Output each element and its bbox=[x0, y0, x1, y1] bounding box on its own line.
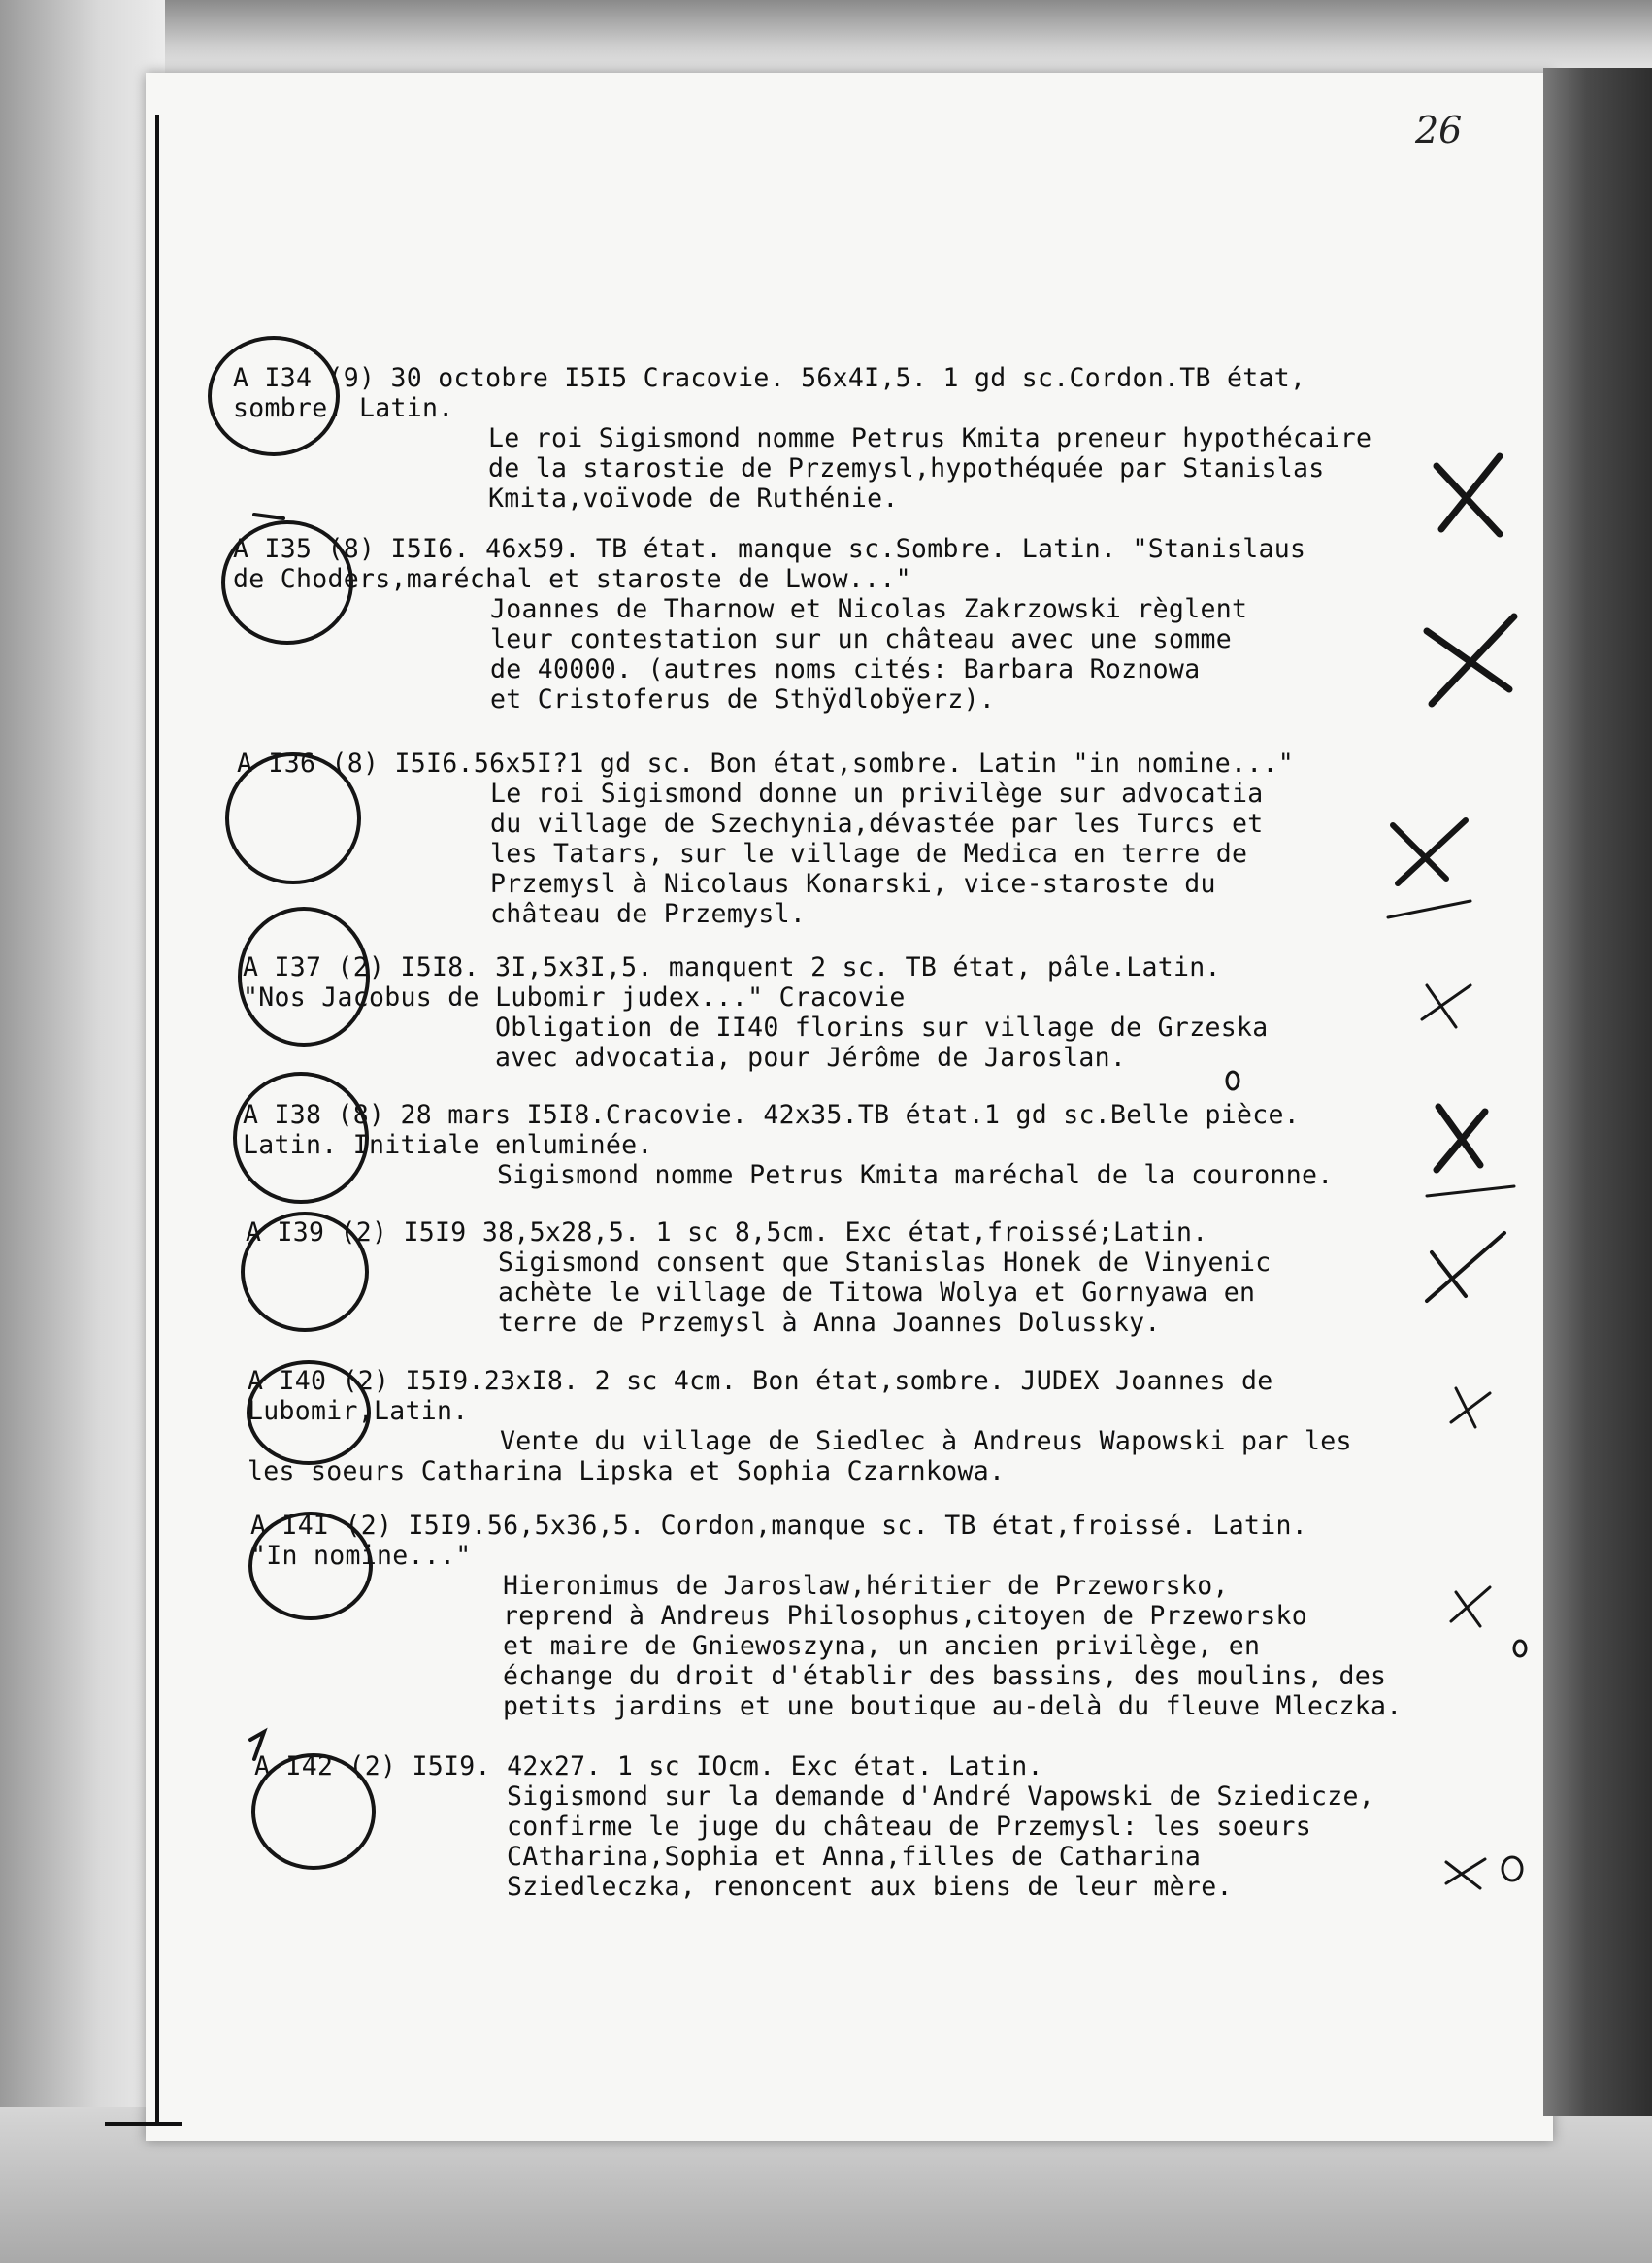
text-line: les soeurs Catharina Lipska et Sophia Czarnkowa. bbox=[248, 1456, 1006, 1486]
text-line: Hieronimus de Jaroslaw,héritier de Przeworsko, bbox=[503, 1571, 1229, 1601]
text-line: avec advocatia, pour Jérôme de Jaroslan. bbox=[495, 1043, 1127, 1073]
scan-border-top bbox=[0, 0, 1652, 78]
text-line: Latin. Initiale enluminée. bbox=[243, 1130, 653, 1160]
margin-rule-foot bbox=[105, 2122, 182, 2126]
page-number: 26 bbox=[1415, 109, 1463, 151]
text-line: et maire de Gniewoszyna, un ancien privilège, en bbox=[503, 1631, 1261, 1661]
text-line: petits jardins et une boutique au-delà du fleuve Mleczka. bbox=[503, 1691, 1403, 1721]
text-line: les Tatars, sur le village de Medica en terre de bbox=[490, 839, 1248, 869]
text-line: A I35 (8) I5I6. 46x59. TB état. manque sc.Sombre. Latin. "Stanislaus bbox=[233, 534, 1306, 564]
text-line: échange du droit d'établir des bassins, des moulins, des bbox=[503, 1661, 1387, 1691]
text-line: et Cristoferus de Sthÿdlobÿerz). bbox=[490, 684, 996, 715]
text-line: A I37 (2) I5I8. 3I,5x3I,5. manquent 2 sc. TB état, pâle.Latin. bbox=[243, 952, 1221, 982]
text-line: A I4I (2) I5I9.56,5x36,5. Cordon,manque sc. TB état,froissé. Latin. bbox=[250, 1511, 1308, 1541]
text-line: de la starostie de Przemysl,hypothéquée par Stanislas bbox=[488, 453, 1325, 483]
text-line: Lubomir,Latin. bbox=[248, 1396, 469, 1426]
text-line: CAtharina,Sophia et Anna,filles de Catharina bbox=[507, 1842, 1202, 1872]
text-line: A I34 (9) 30 octobre I5I5 Cracovie. 56x4I,5. 1 gd sc.Cordon.TB état, bbox=[233, 363, 1306, 393]
text-line: "In nomine..." bbox=[250, 1541, 472, 1571]
text-line: "Nos Jacobus de Lubomir judex..." Cracovie bbox=[243, 982, 906, 1013]
text-line: Sigismond consent que Stanislas Honek de Vinyenic bbox=[498, 1248, 1272, 1278]
text-line: Joannes de Tharnow et Nicolas Zakrzowski règlent bbox=[490, 594, 1248, 624]
scan-shadow-right bbox=[1543, 68, 1652, 2116]
margin-rule bbox=[155, 115, 159, 2126]
text-line: A I42 (2) I5I9. 42x27. 1 sc IOcm. Exc état. Latin. bbox=[254, 1751, 1043, 1781]
text-line: du village de Szechynia,dévastée par les Turcs et bbox=[490, 809, 1264, 839]
text-line: A I39 (2) I5I9 38,5x28,5. 1 sc 8,5cm. Exc état,froissé;Latin. bbox=[246, 1217, 1208, 1248]
text-line: A I38 (8) 28 mars I5I8.Cracovie. 42x35.TB état.1 gd sc.Belle pièce. bbox=[243, 1100, 1301, 1130]
text-line: leur contestation sur un château avec une somme bbox=[490, 624, 1232, 654]
text-line: Obligation de II40 florins sur village de Grzeska bbox=[495, 1013, 1269, 1043]
text-line: Sziedleczka, renoncent aux biens de leur mère. bbox=[507, 1872, 1233, 1902]
text-line: A I40 (2) I5I9.23xI8. 2 sc 4cm. Bon état,sombre. JUDEX Joannes de bbox=[248, 1366, 1273, 1396]
text-line: château de Przemysl. bbox=[490, 899, 807, 929]
text-line: reprend à Andreus Philosophus,citoyen de Przeworsko bbox=[503, 1601, 1307, 1631]
text-line: Vente du village de Siedlec à Andreus Wapowski par les bbox=[500, 1426, 1352, 1456]
text-line: achète le village de Titowa Wolya et Gornyawa en bbox=[498, 1278, 1256, 1308]
text-line: de 40000. (autres noms cités: Barbara Roznowa bbox=[490, 654, 1201, 684]
scan-border-left bbox=[0, 0, 165, 2263]
text-line: sombre. Latin. bbox=[233, 393, 454, 423]
text-line: Przemysl à Nicolaus Konarski, vice-staroste du bbox=[490, 869, 1216, 899]
text-line: Sigismond nomme Petrus Kmita maréchal de la couronne. bbox=[497, 1160, 1334, 1190]
text-line: Sigismond sur la demande d'André Vapowski de Sziedicze, bbox=[507, 1781, 1374, 1812]
text-line: Le roi Sigismond nomme Petrus Kmita preneur hypothécaire bbox=[488, 423, 1372, 453]
text-line: Le roi Sigismond donne un privilège sur advocatia bbox=[490, 779, 1264, 809]
text-line: Kmita,voïvode de Ruthénie. bbox=[488, 483, 899, 514]
text-line: confirme le juge du château de Przemysl: les soeurs bbox=[507, 1812, 1311, 1842]
text-line: de Choders,maréchal et staroste de Lwow..." bbox=[233, 564, 911, 594]
text-line: A I36 (8) I5I6.56x5I?1 gd sc. Bon état,sombre. Latin "in nomine..." bbox=[237, 749, 1295, 779]
text-line: terre de Przemysl à Anna Joannes Dolussky. bbox=[498, 1308, 1161, 1338]
